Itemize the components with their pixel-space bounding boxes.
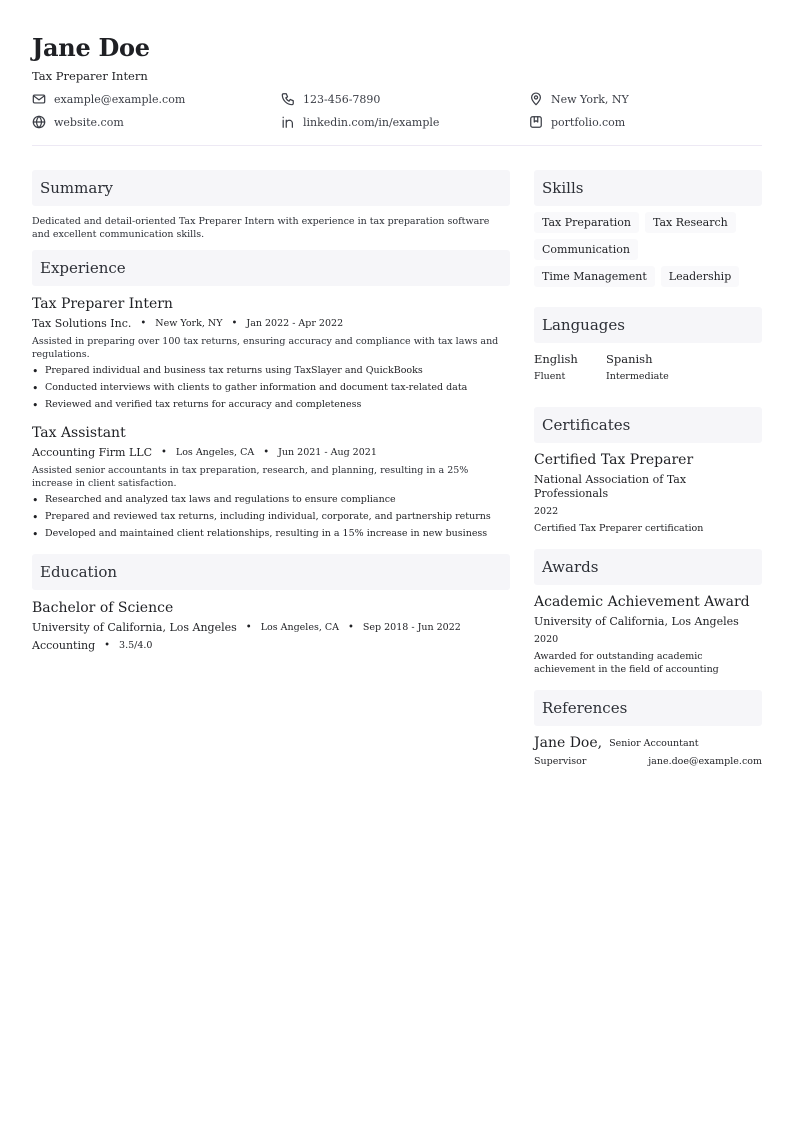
- certificate-description: Certified Tax Preparer certification: [534, 523, 704, 534]
- job-bullet: • Researched and analyzed tax laws and regulations to ensure compliance: [32, 493, 510, 506]
- skill-tag: Leadership: [661, 266, 739, 287]
- phone-text: 123-456-7890: [303, 92, 381, 106]
- skills-heading: Skills: [534, 170, 762, 206]
- side-column: [534, 170, 762, 767]
- contact-portfolio[interactable]: [529, 114, 625, 130]
- reference-email[interactable]: jane.doe@example.com: [648, 756, 762, 767]
- linkedin-icon: [281, 115, 295, 129]
- award-year: 2020: [534, 634, 559, 645]
- reference-header: [534, 735, 762, 752]
- education-degree: Bachelor of Science: [32, 600, 174, 616]
- award-issuer: University of California, Los Angeles: [534, 615, 739, 628]
- job-bullet: • Developed and maintained client relationships, resulting in a 15% increase in new business: [32, 527, 510, 540]
- job-description: Assisted senior accountants in tax preparation, research, and planning, resulting in a 25% increase in client satisfaction.: [32, 465, 469, 489]
- languages-section: [534, 307, 762, 383]
- bookmark-icon: [529, 115, 543, 129]
- language-level: Fluent: [534, 371, 566, 382]
- candidate-headline: Tax Preparer Intern: [32, 69, 148, 83]
- skill-tag: Tax Preparation: [534, 212, 639, 233]
- contact-location: [529, 91, 629, 107]
- candidate-name: Jane Doe: [32, 33, 150, 62]
- education-field-row: [32, 639, 510, 653]
- references-heading: References: [534, 690, 762, 726]
- job-title: Tax Preparer Intern: [32, 296, 173, 312]
- job-bullet: • Conducted interviews with clients to gather information and document tax-related data: [32, 381, 510, 394]
- award-name: Academic Achievement Award: [534, 594, 750, 610]
- award-description: Awarded for outstanding academic achievement in the field of accounting: [534, 651, 719, 675]
- website-text: website.com: [54, 115, 124, 129]
- separator-dot: •: [263, 447, 270, 458]
- experience-section: [32, 250, 510, 540]
- language-name: Spanish: [606, 352, 653, 366]
- resume-header: [32, 34, 762, 137]
- job-company: Tax Solutions Inc.: [32, 317, 132, 330]
- education-section: [32, 554, 510, 653]
- reference-name: Jane Doe,: [534, 735, 603, 751]
- language-name: English: [534, 352, 578, 366]
- job-bullet: • Prepared and reviewed tax returns, including individual, corporate, and partnership returns: [32, 510, 510, 523]
- language-item: [534, 352, 606, 383]
- job-bullets: [32, 493, 510, 540]
- job-bullet: • Prepared individual and business tax returns using TaxSlayer and QuickBooks: [32, 364, 510, 377]
- separator-dot: •: [245, 622, 252, 633]
- skill-tag: Time Management: [534, 266, 655, 287]
- summary-heading: Summary: [32, 170, 510, 206]
- email-text: example@example.com: [54, 92, 186, 106]
- linkedin-text: linkedin.com/in/example: [303, 115, 440, 129]
- experience-item: [32, 425, 510, 540]
- separator-dot: •: [348, 622, 354, 633]
- job-bullets: [32, 364, 510, 411]
- certificates-section: [534, 407, 762, 535]
- map-pin-icon: [529, 92, 543, 106]
- experience-heading: Experience: [32, 250, 510, 286]
- education-location: Los Angeles, CA: [260, 622, 339, 633]
- skill-tag: Tax Research: [645, 212, 736, 233]
- job-bullet: • Reviewed and verified tax returns for accuracy and completeness: [32, 398, 510, 411]
- reference-position: Senior Accountant: [609, 738, 699, 749]
- reference-relation: Supervisor: [534, 756, 587, 767]
- location-text: New York, NY: [551, 92, 629, 106]
- awards-section: [534, 549, 762, 676]
- education-dates: Sep 2018 - Jun 2022: [362, 622, 461, 633]
- experience-item: [32, 296, 510, 411]
- contact-email[interactable]: [32, 91, 185, 107]
- separator-dot: •: [160, 447, 167, 458]
- education-gpa: 3.5/4.0: [119, 640, 153, 651]
- education-school: University of California, Los Angeles: [32, 621, 237, 634]
- awards-heading: Awards: [534, 549, 762, 585]
- certificate-year: 2022: [534, 506, 559, 517]
- mail-icon: [32, 92, 46, 106]
- certificate-name: Certified Tax Preparer: [534, 452, 694, 468]
- job-location: New York, NY: [155, 318, 223, 329]
- certificates-heading: Certificates: [534, 407, 762, 443]
- skills-section: [534, 170, 762, 293]
- reference-item: [534, 735, 762, 767]
- job-dates: Jun 2021 - Aug 2021: [278, 447, 377, 458]
- education-item: [32, 600, 510, 653]
- summary-text: Dedicated and detail-oriented Tax Preparer Intern with experience in tax preparation software and excellent communication skills.: [32, 216, 490, 240]
- award-item: [534, 594, 762, 676]
- job-description: Assisted in preparing over 100 tax returns, ensuring accuracy and compliance with tax laws and regulations.: [32, 336, 499, 360]
- skills-list: [534, 212, 762, 293]
- job-dates: Jan 2022 - Apr 2022: [246, 318, 344, 329]
- certificate-item: [534, 452, 762, 535]
- phone-icon: [281, 92, 295, 106]
- contact-phone[interactable]: [281, 91, 380, 107]
- languages-list: [534, 352, 762, 383]
- contact-list: [32, 91, 762, 137]
- languages-heading: Languages: [534, 307, 762, 343]
- separator-dot: •: [140, 318, 147, 329]
- education-meta: [32, 621, 510, 635]
- summary-section: [32, 170, 510, 241]
- language-item: [606, 352, 678, 383]
- header-divider: [32, 145, 762, 146]
- job-title: Tax Assistant: [32, 425, 126, 441]
- separator-dot: •: [104, 640, 111, 651]
- globe-icon: [32, 115, 46, 129]
- job-location: Los Angeles, CA: [175, 447, 255, 458]
- skill-tag: Communication: [534, 239, 638, 260]
- main-column: [32, 170, 510, 653]
- job-meta: [32, 317, 510, 331]
- certificate-issuer: National Association of Tax Professionals: [534, 473, 687, 500]
- references-section: [534, 690, 762, 767]
- language-level: Intermediate: [606, 371, 669, 382]
- contact-linkedin[interactable]: [281, 114, 439, 130]
- education-heading: Education: [32, 554, 510, 590]
- separator-dot: •: [231, 318, 238, 329]
- education-field: Accounting: [32, 639, 96, 652]
- reference-details: [534, 756, 762, 767]
- contact-website[interactable]: [32, 114, 124, 130]
- job-meta: [32, 446, 510, 460]
- portfolio-text: portfolio.com: [551, 115, 626, 129]
- job-company: Accounting Firm LLC: [32, 446, 152, 459]
